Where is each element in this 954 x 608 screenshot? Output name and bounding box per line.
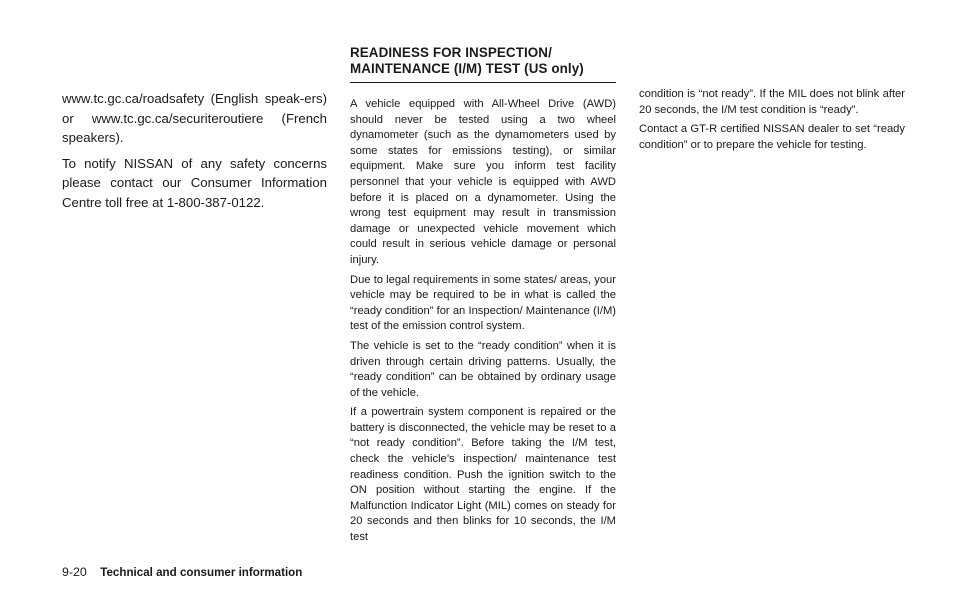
page-number: 9-20: [62, 565, 87, 579]
middle-paragraph-powertrain: If a powertrain system component is repaired or the battery is disconnected, the vehicle may be reset to a “not ready condition”. Before taking the I/M test, check the vehicle’s inspection/ maintenance test readiness condition. Push the ignition switch to the ON position without starting the engine. If the Malfunction Indicator Light (MIL) comes on steady for 20 seconds and then blinks for 10 seconds, the I/M test: [350, 406, 616, 544]
middle-paragraph-ready: The vehicle is set to the “ready condition” when it is driven through certain driving patterns. Usually, the “ready condition” can be obtained by ordinary usage of the vehicle.: [350, 339, 616, 399]
left-paragraph-contact: To notify NISSAN of any safety concerns please contact our Consumer Information Centre toll free at 1-800-387-0122.: [62, 155, 327, 210]
middle-paragraph-legal: Due to legal requirements in some states/ areas, your vehicle may be required to be in what is called the “ready condition” for an Inspection/ Maintenance (I/M) test of the emission control system.: [350, 273, 616, 333]
left-paragraph-websites: www.tc.gc.ca/roadsafety (English speak-ers) or www.tc.gc.ca/securiteroutiere (French speakers).: [62, 91, 327, 145]
middle-column: [350, 45, 616, 550]
heading-underline: [350, 82, 616, 83]
section-heading: [350, 45, 616, 83]
left-column: [62, 89, 327, 218]
section-heading-line2: MAINTENANCE (I/M) TEST (US only): [350, 61, 584, 76]
middle-paragraph-awd: A vehicle equipped with All-Wheel Drive (AWD) should never be tested using a two wheel dynamometer (such as the dynamometers used by some states for emissions testing), or similar equipment. Make sure you inform test facility personnel that your vehicle is equipped with AWD before it is placed on a dynamometer. Using the wrong test equipment may result in transmission damage or unexpected vehicle movement which could result in serious vehicle damage or personal injury.: [350, 98, 616, 266]
page-footer: [62, 565, 302, 579]
footer-section-title: Technical and consumer information: [100, 566, 303, 579]
right-paragraph-mil: condition is “not ready”. If the MIL does not blink after 20 seconds, the I/M test condition is “ready”.: [639, 88, 905, 116]
right-column: [639, 87, 905, 157]
right-paragraph-dealer: Contact a GT-R certified NISSAN dealer to set “ready condition” or to prepare the vehicle for testing.: [639, 123, 905, 151]
section-heading-line1: READINESS FOR INSPECTION/: [350, 45, 552, 60]
